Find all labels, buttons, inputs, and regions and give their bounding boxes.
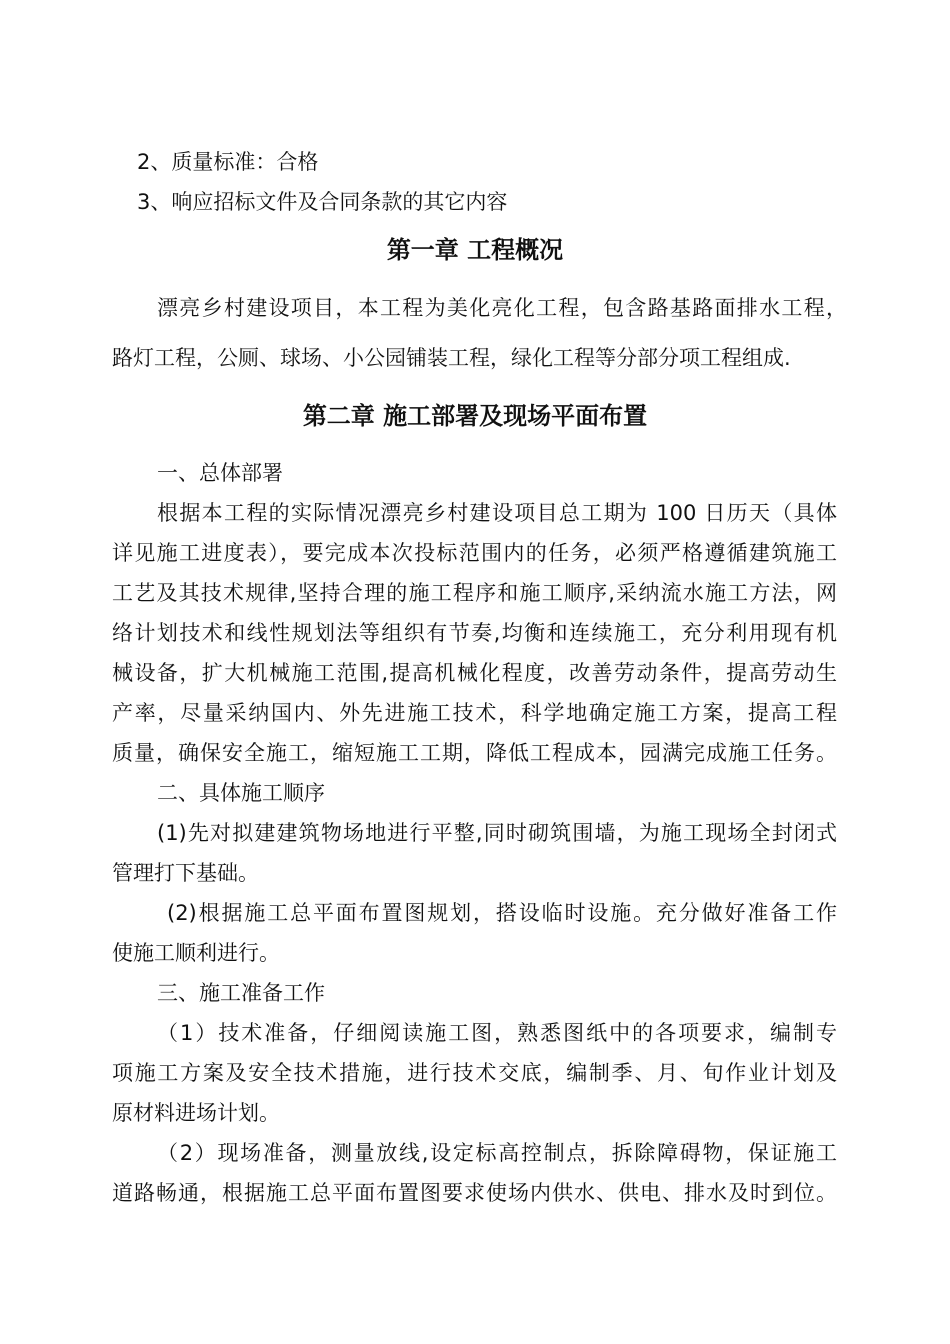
section1-title: 一、总体部署 [157, 461, 283, 485]
section2-title: 二、具体施工顺序 [157, 781, 325, 805]
intro-item-quality: 2、质量标准：合格 [137, 150, 319, 174]
section1-para-line: 械设备，扩大机械施工范围,提高机械化程度，改善劳动条件，提高劳动生 [112, 661, 837, 685]
section1-para-line: 根据本工程的实际情况漂亮乡村建设项目总工期为 100 日历天（具体 [157, 501, 837, 525]
chapter2-title: 第二章 施工部署及现场平面布置 [302, 402, 648, 430]
section3-item1-line: 原材料进场计划。 [112, 1101, 280, 1125]
section3-title: 三、施工准备工作 [157, 981, 325, 1005]
chapter1-para-line: 漂亮乡村建设项目，本工程为美化亮化工程，包含路基路面排水工程， [157, 296, 847, 320]
section1-para-line: 工艺及其技术规律,坚持合理的施工程序和施工顺序,采纳流水施工方法，网 [112, 581, 837, 605]
section3-item2-line: （2）现场准备，测量放线,设定标高控制点，拆除障碍物，保证施工 [157, 1141, 837, 1165]
chapter1-para-line: 路灯工程，公厕、球场、小公园铺装工程，绿化工程等分部分项工程组成. [112, 346, 791, 370]
intro-item-response: 3、响应招标文件及合同条款的其它内容 [137, 190, 508, 214]
section2-item1-line: (1)先对拟建建筑物场地进行平整,同时砌筑围墙，为施工现场全封闭式 [157, 821, 837, 845]
section2-item2-line: (2)根据施工总平面布置图规划，搭设临时设施。充分做好准备工作 [167, 901, 837, 925]
section3-item1-line: 项施工方案及安全技术措施，进行技术交底，编制季、月、旬作业计划及 [112, 1061, 837, 1085]
section3-item2-line: 道路畅通，根据施工总平面布置图要求使场内供水、供电、排水及时到位。 [112, 1181, 837, 1205]
section2-item2-line: 使施工顺利进行。 [112, 941, 280, 965]
section1-para-line: 产率，尽量采纳国内、外先进施工技术，科学地确定施工方案，提高工程 [112, 701, 837, 725]
section1-para-line: 络计划技术和线性规划法等组织有节奏,均衡和连续施工，充分利用现有机 [112, 621, 837, 645]
section1-para-line: 详见施工进度表），要完成本次投标范围内的任务，必须严格遵循建筑施工 [112, 541, 837, 565]
section3-item1-line: （1）技术准备，仔细阅读施工图，熟悉图纸中的各项要求，编制专 [157, 1021, 837, 1045]
section2-item1-line: 管理打下基础。 [112, 861, 259, 885]
section1-para-line: 质量，确保安全施工，缩短施工工期，降低工程成本，园满完成施工任务。 [112, 741, 837, 765]
chapter1-title: 第一章 工程概况 [386, 236, 564, 264]
